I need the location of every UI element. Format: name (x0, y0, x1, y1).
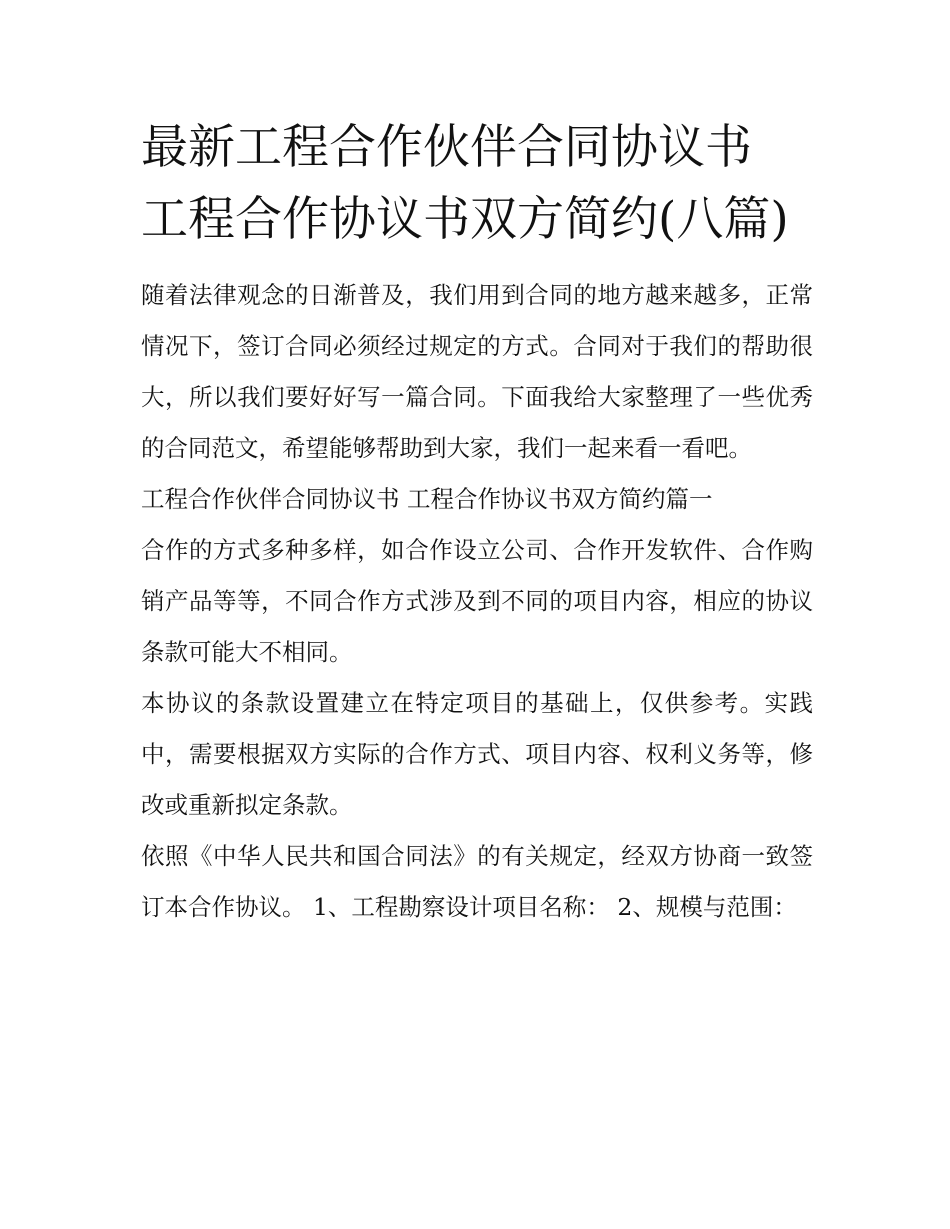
intro-paragraph: 随着法律观念的日渐普及，我们用到合同的地方越来越多，正常情况下，签订合同必须经过规定的方式。合同对于我们的帮助很大，所以我们要好好写一篇合同。下面我给大家整理了一些优秀的合同范文，希望能够帮助到大家，我们一起来看一看吧。 (141, 281, 813, 462)
document-page (141, 112, 813, 933)
body-paragraph: 依照《中华人民共和国合同法》的有关规定，经双方协商一致签订本合作协议。 1、工程勘察设计项目名称： 2、规模与范围： (141, 842, 813, 921)
body-paragraph: 合作的方式多种多样，如合作设立公司、合作开发软件、合作购销产品等等，不同合作方式涉及到不同的项目内容，相应的协议条款可能大不相同。 (141, 536, 813, 666)
body-paragraph: 本协议的条款设置建立在特定项目的基础上，仅供参考。实践中，需要根据双方实际的合作方式、项目内容、权利义务等，修改或重新拟定条款。 (141, 689, 813, 819)
document-title: 最新工程合作伙伴合同协议书 工程合作协议书双方简约(八篇) (141, 120, 789, 247)
section-heading: 工程合作伙伴合同协议书 工程合作协议书双方简约篇一 (141, 485, 713, 513)
